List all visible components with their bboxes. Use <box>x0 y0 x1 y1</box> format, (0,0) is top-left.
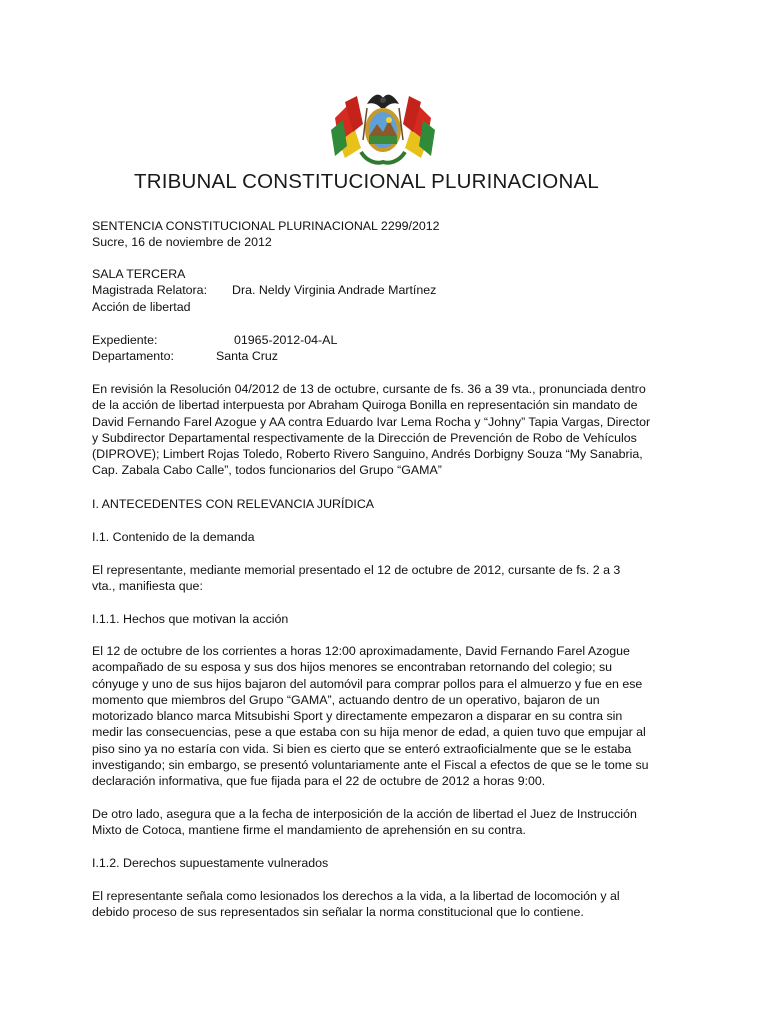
paragraph-2 <box>92 643 682 790</box>
sentence-header <box>92 218 682 251</box>
section-1-title: I. ANTECEDENTES CON RELEVANCIA JURÍDICA <box>92 497 375 511</box>
section-heading-1 <box>92 496 682 512</box>
section-heading-1-1 <box>92 529 682 545</box>
place-date: Sucre, 16 de noviembre de 2012 <box>92 235 272 250</box>
case-info <box>92 266 682 315</box>
paragraph-3-text: De otro lado, asegura que a la fecha de interposición de la acción de libertad el Juez de Instrucción Mixto de Cotoca, mantiene firme el mandamiento de aprehensión en su contra. <box>92 807 637 838</box>
accion-label: Acción de libertad <box>92 299 191 314</box>
bolivia-coat-of-arms-icon <box>327 90 439 170</box>
paragraph-3 <box>92 806 682 839</box>
paragraph-2-text: El 12 de octubre de los corrientes a horas 12:00 aproximadamente, David Fernando Farel Azogue acompañado de su esposa y sus dos hijos menores se encontraban retornando del colegio; su cónyuge y uno de sus hijos bajaron del automóvil para comprar pollos para el almuerzo y fue en ese momento que miembros del Grupo “GAMA”, actuando dentro de un operativo, bajaron de un motorizado blanco marca Mitsubishi Sport y directamente empezaron a disparar en su contra sin medir las consecuencias, pese a que estaba con su hija menor de edad, a quien tuvo que empujar al piso sino ya no estaría con vida. Si bien es cierto que se enteró extraoficialmente que se le estaba investigando; sin embargo, se presentó voluntariamente ante el Fiscal a efectos de que se le tome su declaración informativa, que fue fijada para el 22 de octubre de 2012 a horas 9:00. <box>92 644 649 789</box>
magistrada-label: Magistrada Relatora: <box>92 283 208 298</box>
section-1-1-1-title: I.1.1. Hechos que motivan la acción <box>92 612 289 626</box>
section-1-1-title: I.1. Contenido de la demanda <box>92 530 255 544</box>
expediente-value: 01965-2012-04-AL <box>234 333 338 347</box>
departamento-label: Departamento: <box>92 349 174 364</box>
sala-label: SALA TERCERA <box>92 267 186 281</box>
case-details <box>92 332 682 365</box>
intro-text: En revisión la Resolución 04/2012 de 13 de octubre, cursante de fs. 36 a 39 vta., pronunciada dentro de la acción de libertad interpuesta por Abraham Quiroga Bonilla en representación sin mandato de David Fernando Farel Azogue y AA contra Eduardo Ivar Lema Rocha y “Johny” Tapia Vargas, Director y Subdirector Departamental respectivamente de la Dirección de Prevención de Robo de Vehículos (DIPROVE); Limbert Rojas Toledo, Roberto Rivero Sanguino, Andrés Dorbigny Souza “My Sanabria, Cap. Zabala Cabo Calle”, todos funcionarios del Grupo “GAMA” <box>92 382 651 478</box>
expediente-label: Expediente: <box>92 333 158 347</box>
paragraph-4 <box>92 888 682 921</box>
sentence-id: SENTENCIA CONSTITUCIONAL PLURINACIONAL 2299/2012 <box>92 219 440 233</box>
paragraph-1 <box>92 562 682 595</box>
section-heading-1-1-1 <box>92 611 682 627</box>
departamento-row <box>92 348 682 364</box>
magistrada-row <box>92 282 682 298</box>
paragraph-4-text: El representante señala como lesionados los derechos a la vida, a la libertad de locomoción y al debido proceso de sus representados sin señalar la norma constitucional que lo contiene. <box>92 889 620 920</box>
magistrada-value: Dra. Neldy Virginia Andrade Martínez <box>232 283 437 298</box>
expediente-row <box>92 332 682 348</box>
section-heading-1-1-2 <box>92 855 682 871</box>
section-1-1-2-title: I.1.2. Derechos supuestamente vulnerados <box>92 856 329 870</box>
paragraph-1-text: El representante, mediante memorial presentado el 12 de octubre de 2012, cursante de fs. 2 a 3 vta., manifiesta que: <box>92 563 621 594</box>
tribunal-title: TRIBUNAL CONSTITUCIONAL PLURINACIONAL <box>134 170 599 193</box>
departamento-value: Santa Cruz <box>216 349 278 364</box>
intro-paragraph <box>92 381 682 479</box>
